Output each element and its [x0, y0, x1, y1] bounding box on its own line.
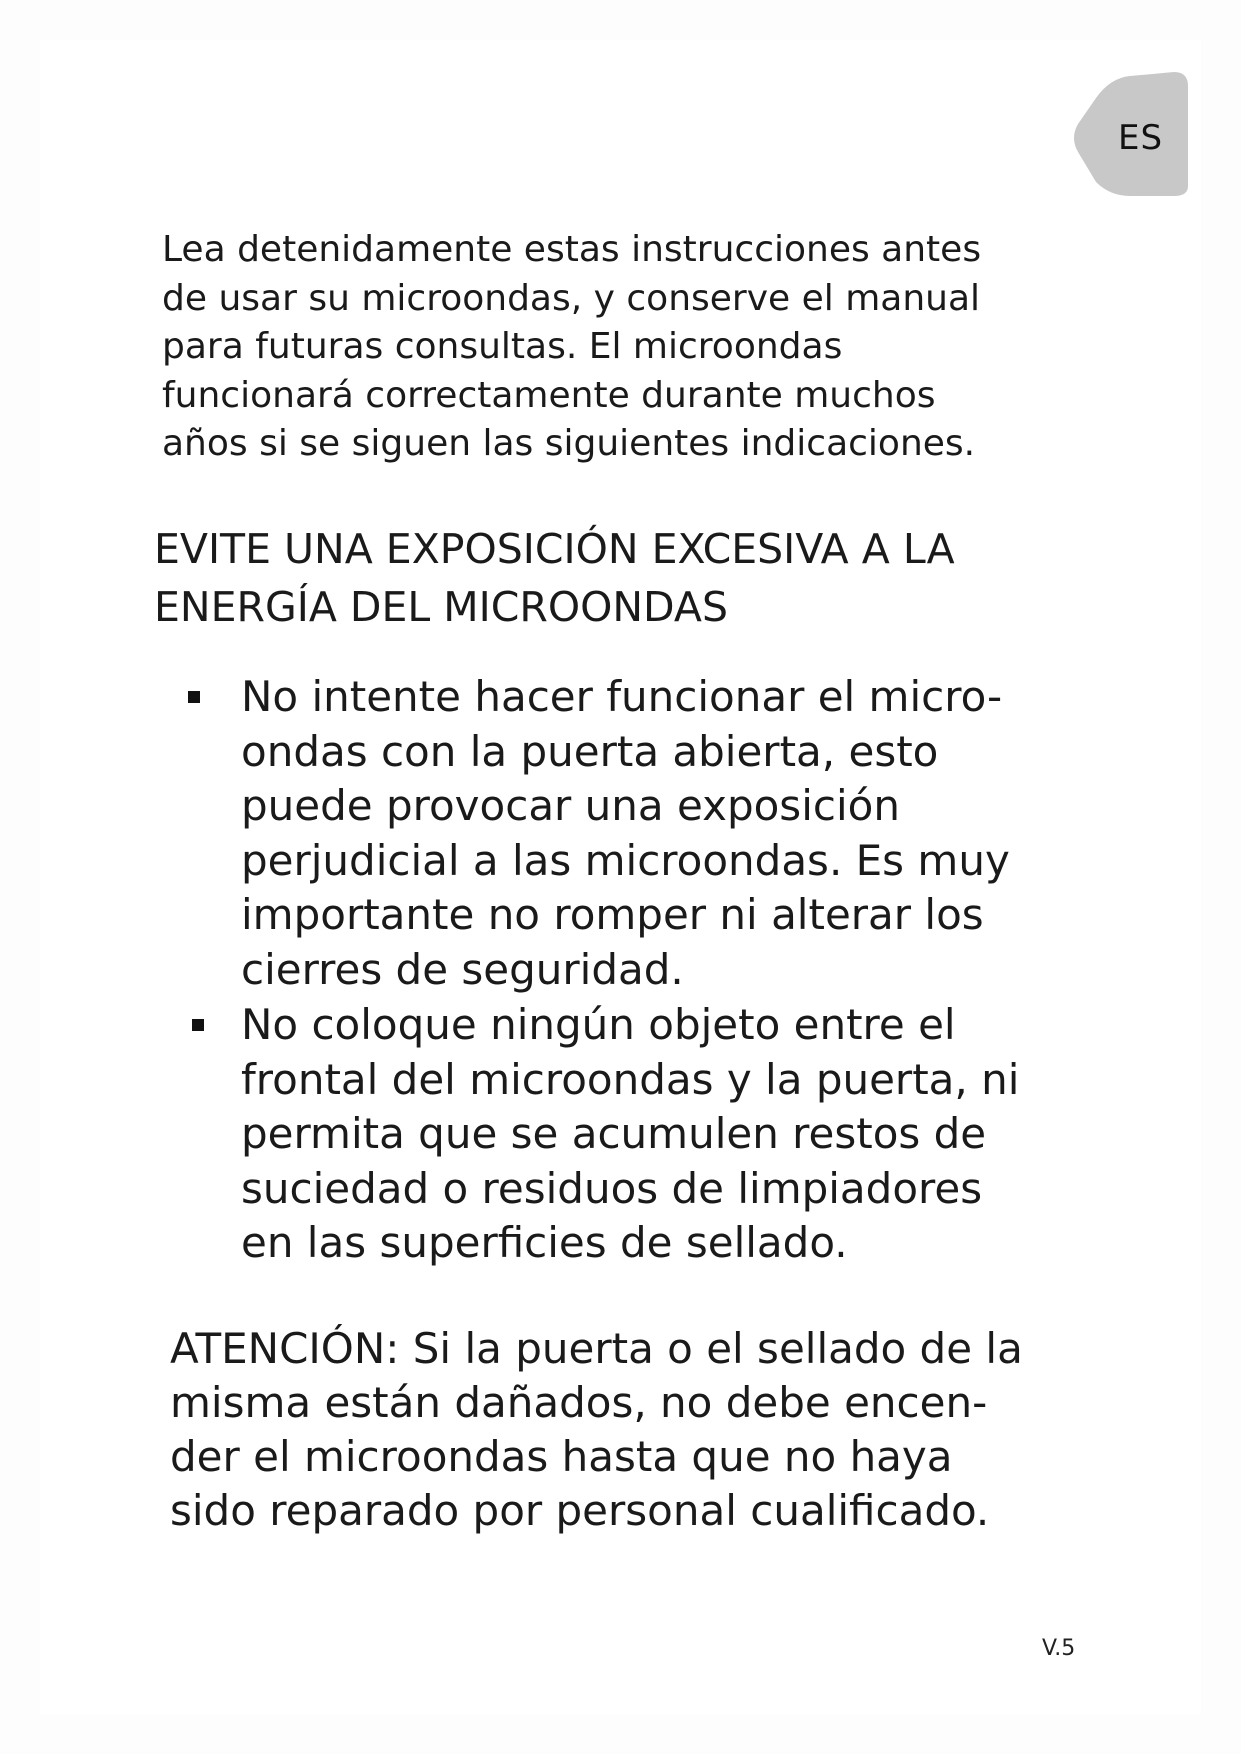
- bullet-square-icon: [188, 691, 200, 703]
- bullet-text: No intente hacer funcionar el micro- ondas con la puerta abierta, esto puede provocar una exposición perjudicial a las microondas. Es muy importante no romper ni alterar los cierres de seguridad.: [241, 672, 1010, 994]
- intro-paragraph: Lea detenidamente estas instrucciones antes de usar su microondas, y conserve el manual para futuras consultas. El microondas funcionará correctamente durante muchos años si se siguen las siguientes indicaciones.: [162, 229, 982, 464]
- version-number: V.5: [1042, 1636, 1076, 1661]
- warning-label: ATENCIÓN:: [170, 1324, 400, 1373]
- bullet-square-icon: [192, 1019, 204, 1031]
- warning-notice: [170, 1322, 1130, 1538]
- bullet-text: No coloque ningún objeto entre el frontal del microondas y la puerta, ni permita que se acumulen restos de suciedad o residuos de limpiadores en las superficies de sellado.: [241, 1000, 1020, 1267]
- warning-text: Si la puerta o el sellado de la misma están dañados, no debe encen- der el microondas hasta que no haya sido reparado por personal cualificado.: [170, 1324, 1023, 1535]
- section-heading: EVITE UNA EXPOSICIÓN EXCESIVA A LA ENERGÍA DEL MICROONDAS: [154, 525, 955, 631]
- language-label: ES: [1118, 118, 1164, 158]
